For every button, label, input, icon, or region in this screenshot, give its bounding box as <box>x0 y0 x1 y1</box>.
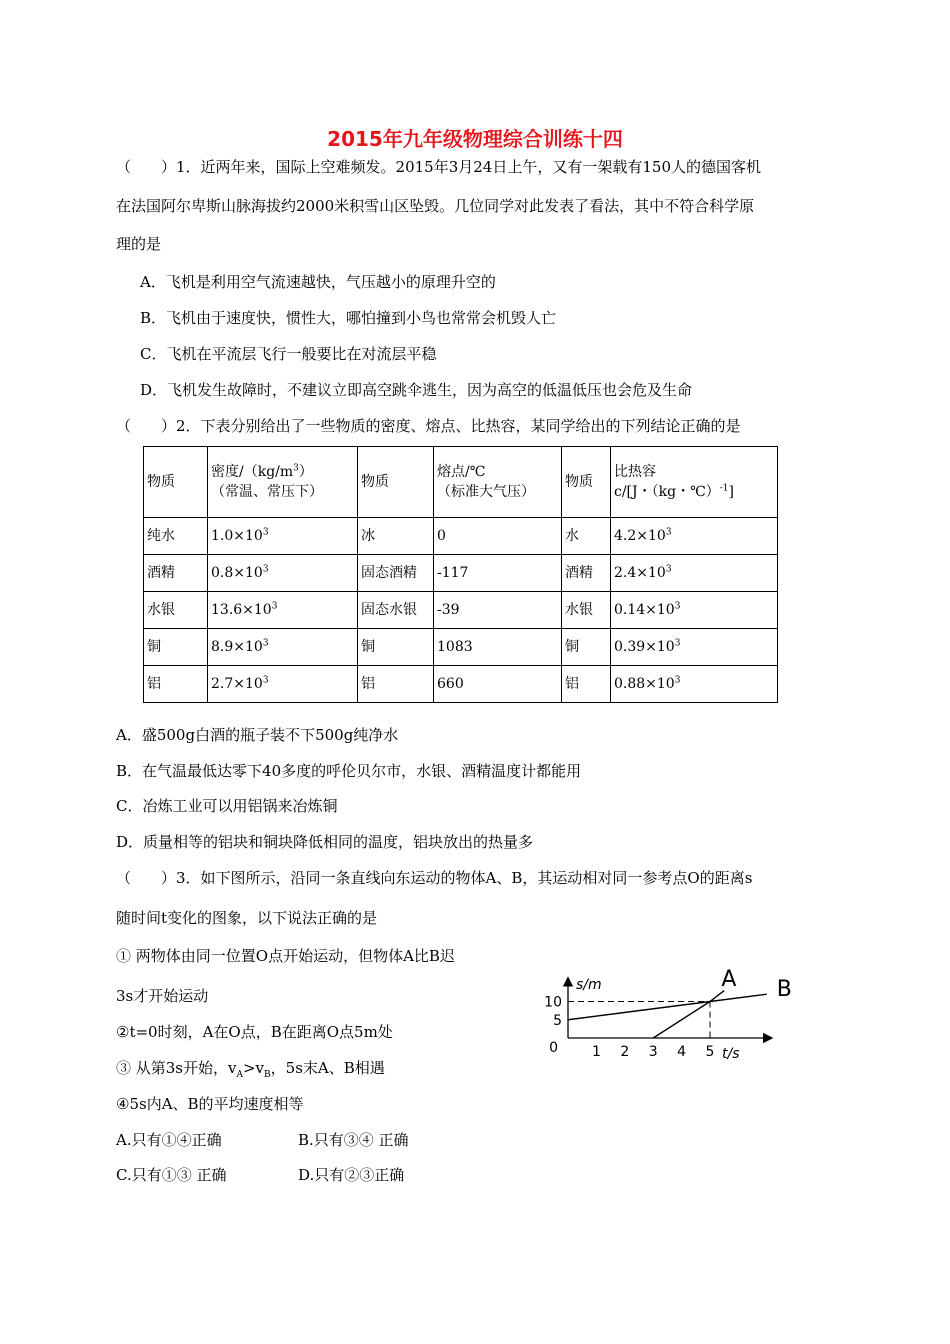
q3-option-a: A.只有①④正确 <box>116 1131 222 1149</box>
table-cell: $0.8\times 10^3$ <box>208 555 358 592</box>
table-cell: 铜 <box>358 629 434 666</box>
q1-stem-line3: 理的是 <box>116 235 162 253</box>
header-substance: 物质 <box>358 447 434 518</box>
table-cell: $13.6\times 10^3$ <box>208 592 358 629</box>
x-tick-label: 4 <box>677 1044 687 1060</box>
q3-statement-1b: 3s才开始运动 <box>116 987 209 1005</box>
table-cell: $2.7\times 10^3$ <box>208 666 358 703</box>
table-cell: $4.2\times 10^3$ <box>611 518 778 555</box>
table-row <box>144 629 778 666</box>
q2-option-a: A．盛500g白酒的瓶子装不下500g纯净水 <box>116 726 399 744</box>
table-header-row <box>144 447 778 518</box>
table-cell: 酒精 <box>562 555 611 592</box>
q3-statement-2: ②t=0时刻，A在O点，B在距离O点5m处 <box>116 1023 393 1041</box>
q2-stem: （ ）2．下表分别给出了一些物质的密度、熔点、比热容，某同学给出的下列结论正确的是 <box>116 417 741 435</box>
table-row <box>144 518 778 555</box>
table-cell: 固态水银 <box>358 592 434 629</box>
table-cell: -39 <box>434 592 562 629</box>
q1-option-b: B．飞机由于速度快，惯性大，哪怕撞到小鸟也常常会机毁人亡 <box>140 309 557 327</box>
x-tick-label: 3 <box>648 1044 658 1060</box>
series-label-b: B <box>776 977 792 1003</box>
x-tick-label: 5 <box>705 1044 715 1060</box>
table-cell: 水银 <box>562 592 611 629</box>
table-cell: 铜 <box>144 629 208 666</box>
q1-option-c: C．飞机在平流层飞行一般要比在对流层平稳 <box>140 345 437 363</box>
table-cell: 冰 <box>358 518 434 555</box>
table-cell: 铜 <box>562 629 611 666</box>
table-cell: 1083 <box>434 629 562 666</box>
table-cell: 纯水 <box>144 518 208 555</box>
q1-option-a: A．飞机是利用空气流速越快，气压越小的原理升空的 <box>140 273 496 291</box>
page-title: 2015年九年级物理综合训练十四 <box>327 127 623 151</box>
graph-labels <box>544 967 792 1062</box>
header-specific-heat: 比热容 c/[J・（kg・℃）$^{-1}$] <box>611 447 778 518</box>
table-cell: $1.0\times 10^3$ <box>208 518 358 555</box>
y-tick-label: 10 <box>544 994 562 1011</box>
header-melting-point: 熔点/℃ （标准大气压） <box>434 447 562 518</box>
y-tick-label: 5 <box>553 1012 562 1029</box>
properties-table <box>143 446 778 703</box>
table-cell: 水银 <box>144 592 208 629</box>
table-cell: $2.4\times 10^3$ <box>611 555 778 592</box>
table-cell: $8.9\times 10^3$ <box>208 629 358 666</box>
x-tick-label: 1 <box>591 1044 601 1060</box>
q2-option-c: C．冶炼工业可以用铝锅来冶炼铜 <box>116 797 338 815</box>
table-cell: 铝 <box>562 666 611 703</box>
origin-label: 0 <box>549 1040 558 1056</box>
graph-guides <box>568 1002 710 1039</box>
header-substance: 物质 <box>144 447 208 518</box>
q2-option-b: B．在气温最低达零下40多度的呼伦贝尔市，水银、酒精温度计都能用 <box>116 762 582 780</box>
header-density: 密度$/(kg/m^3)$ （常温、常压下） <box>208 447 358 518</box>
table-cell: $0.14\times 10^3$ <box>611 592 778 629</box>
q1-stem-line2: 在法国阿尔卑斯山脉海拔约2000米积雪山区坠毁。几位同学对此发表了看法，其中不符合科学原 <box>116 197 755 215</box>
q1-stem-line1: （ ）1．近两年来，国际上空难频发。2015年3月24日上午，又有一架载有150人的德国客机 <box>116 158 761 176</box>
q3-stem-line1: （ ）3．如下图所示，沿同一条直线向东运动的物体A、B，其运动相对同一参考点O的距离s <box>116 869 753 887</box>
x-axis-label: t/s <box>722 1046 740 1062</box>
q1-option-d: D．飞机发生故障时，不建议立即高空跳伞逃生，因为高空的低温低压也会危及生命 <box>140 381 693 399</box>
table-cell: 水 <box>562 518 611 555</box>
q3-option-b: B.只有③④ 正确 <box>298 1131 409 1149</box>
table-cell: 0 <box>434 518 562 555</box>
table-row <box>144 592 778 629</box>
series-line-a <box>653 991 724 1038</box>
q3-stem-line2: 随时间t变化的图象，以下说法正确的是 <box>116 909 378 927</box>
q3-statement-3: ③ 从第3s开始，$v_A>v_B$，5s末A、B相遇 <box>116 1059 385 1080</box>
x-tick-label: 2 <box>620 1044 630 1060</box>
q3-statement-1a: ① 两物体由同一位置O点开始运动，但物体A比B迟 <box>116 947 455 965</box>
table-row <box>144 666 778 703</box>
series-line-b <box>568 994 767 1020</box>
table-row <box>144 555 778 592</box>
table-cell: $0.88\times 10^3$ <box>611 666 778 703</box>
header-substance: 物质 <box>562 447 611 518</box>
q3-statement-4: ④5s内A、B的平均速度相等 <box>116 1095 304 1113</box>
q2-option-d: D．质量相等的铝块和铜块降低相同的温度，铝块放出的热量多 <box>116 833 534 851</box>
distance-time-graph <box>530 900 820 1080</box>
table-cell: 酒精 <box>144 555 208 592</box>
table-cell: 铝 <box>358 666 434 703</box>
series-label-a: A <box>721 967 737 993</box>
q3-option-c: C.只有①③ 正确 <box>116 1166 227 1184</box>
graph-series <box>568 991 767 1038</box>
table-cell: 660 <box>434 666 562 703</box>
table-cell: 固态酒精 <box>358 555 434 592</box>
y-axis-label: s/m <box>576 976 602 993</box>
table-cell: -117 <box>434 555 562 592</box>
table-cell: 铝 <box>144 666 208 703</box>
table-cell: $0.39\times 10^3$ <box>611 629 778 666</box>
q3-option-d: D.只有②③正确 <box>298 1166 405 1184</box>
